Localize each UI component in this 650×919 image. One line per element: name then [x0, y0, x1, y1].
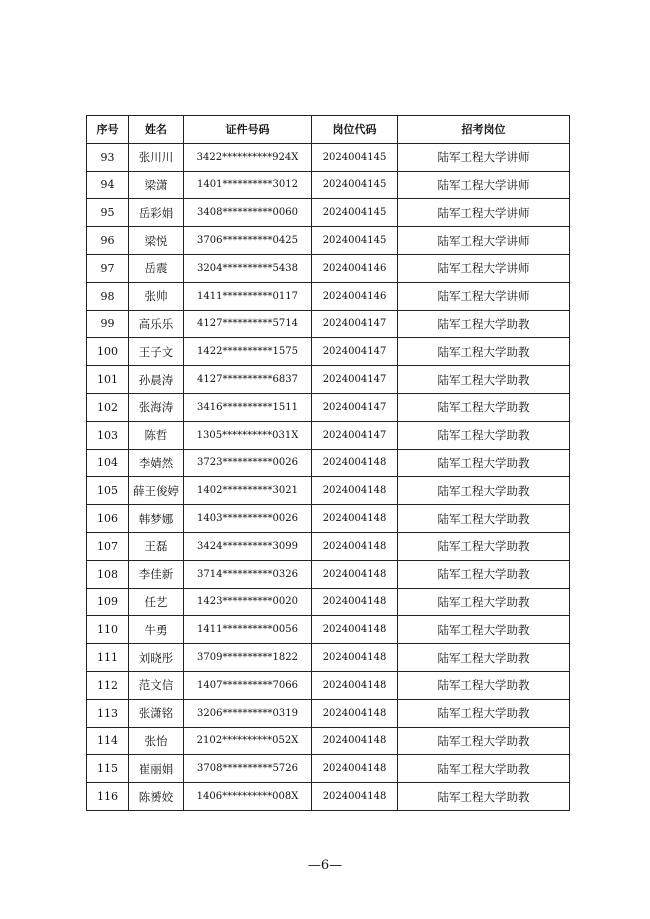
- cell-post-title: 陆军工程大学讲师: [398, 199, 570, 227]
- cell-name: 岳震: [129, 254, 184, 282]
- cell-post-title: 陆军工程大学讲师: [398, 227, 570, 255]
- cell-id-number: 3714**********0326: [184, 560, 312, 588]
- cell-post-title: 陆军工程大学助教: [398, 644, 570, 672]
- table-row: [87, 560, 570, 588]
- table-row: [87, 366, 570, 394]
- cell-post-code: 2024004147: [312, 421, 398, 449]
- page-number: —6—: [307, 858, 343, 873]
- cell-post-code: 2024004148: [312, 727, 398, 755]
- table-body: [87, 143, 570, 810]
- table-row: [87, 338, 570, 366]
- cell-name: 张怡: [129, 727, 184, 755]
- cell-id-number: 1411**********0117: [184, 282, 312, 310]
- cell-post-title: 陆军工程大学助教: [398, 366, 570, 394]
- cell-post-code: 2024004147: [312, 338, 398, 366]
- header-id-number: 证件号码: [184, 116, 312, 144]
- header-name: 姓名: [129, 116, 184, 144]
- cell-post-code: 2024004147: [312, 393, 398, 421]
- cell-post-code: 2024004148: [312, 560, 398, 588]
- cell-post-title: 陆军工程大学助教: [398, 588, 570, 616]
- cell-serial: 114: [87, 727, 129, 755]
- cell-post-title: 陆军工程大学助教: [398, 393, 570, 421]
- cell-id-number: 1422**********1575: [184, 338, 312, 366]
- cell-name: 刘晓彤: [129, 644, 184, 672]
- cell-name: 张潇铭: [129, 699, 184, 727]
- cell-serial: 105: [87, 477, 129, 505]
- table-header: [87, 116, 570, 144]
- cell-id-number: 3206**********0319: [184, 699, 312, 727]
- cell-post-code: 2024004148: [312, 755, 398, 783]
- cell-serial: 102: [87, 393, 129, 421]
- cell-serial: 104: [87, 449, 129, 477]
- table-row: [87, 727, 570, 755]
- cell-id-number: 3708**********5726: [184, 755, 312, 783]
- cell-name: 李佳新: [129, 560, 184, 588]
- cell-post-title: 陆军工程大学助教: [398, 783, 570, 811]
- cell-serial: 94: [87, 171, 129, 199]
- cell-id-number: 1402**********3021: [184, 477, 312, 505]
- cell-post-title: 陆军工程大学助教: [398, 616, 570, 644]
- cell-name: 薛王俊婷: [129, 477, 184, 505]
- cell-post-title: 陆军工程大学助教: [398, 755, 570, 783]
- cell-post-title: 陆军工程大学助教: [398, 560, 570, 588]
- cell-name: 牛勇: [129, 616, 184, 644]
- cell-name: 高乐乐: [129, 310, 184, 338]
- cell-post-title: 陆军工程大学讲师: [398, 171, 570, 199]
- cell-post-code: 2024004148: [312, 783, 398, 811]
- table-row: [87, 644, 570, 672]
- cell-post-code: 2024004148: [312, 644, 398, 672]
- table-row: [87, 449, 570, 477]
- table-row: [87, 227, 570, 255]
- cell-id-number: 2102**********052X: [184, 727, 312, 755]
- cell-name: 王磊: [129, 532, 184, 560]
- cell-id-number: 3723**********0026: [184, 449, 312, 477]
- cell-post-title: 陆军工程大学助教: [398, 338, 570, 366]
- cell-serial: 108: [87, 560, 129, 588]
- cell-name: 岳彩娟: [129, 199, 184, 227]
- cell-post-title: 陆军工程大学助教: [398, 671, 570, 699]
- cell-serial: 106: [87, 505, 129, 533]
- cell-name: 任艺: [129, 588, 184, 616]
- cell-id-number: 1407**********7066: [184, 671, 312, 699]
- cell-post-title: 陆军工程大学助教: [398, 727, 570, 755]
- cell-serial: 93: [87, 143, 129, 171]
- cell-post-code: 2024004148: [312, 699, 398, 727]
- cell-name: 李婧然: [129, 449, 184, 477]
- cell-serial: 110: [87, 616, 129, 644]
- header-serial: 序号: [87, 116, 129, 144]
- cell-name: 韩梦娜: [129, 505, 184, 533]
- table-row: [87, 282, 570, 310]
- cell-post-title: 陆军工程大学讲师: [398, 254, 570, 282]
- cell-post-title: 陆军工程大学讲师: [398, 143, 570, 171]
- table-row: [87, 532, 570, 560]
- cell-serial: 96: [87, 227, 129, 255]
- cell-post-title: 陆军工程大学助教: [398, 477, 570, 505]
- cell-post-title: 陆军工程大学助教: [398, 532, 570, 560]
- cell-post-title: 陆军工程大学助教: [398, 310, 570, 338]
- table-row: [87, 143, 570, 171]
- cell-serial: 100: [87, 338, 129, 366]
- cell-name: 崔丽娟: [129, 755, 184, 783]
- cell-id-number: 4127**********6837: [184, 366, 312, 394]
- table-row: [87, 310, 570, 338]
- cell-post-title: 陆军工程大学助教: [398, 505, 570, 533]
- cell-serial: 97: [87, 254, 129, 282]
- cell-id-number: 1403**********0026: [184, 505, 312, 533]
- cell-post-title: 陆军工程大学助教: [398, 699, 570, 727]
- cell-post-code: 2024004148: [312, 671, 398, 699]
- cell-name: 张帅: [129, 282, 184, 310]
- cell-serial: 98: [87, 282, 129, 310]
- cell-name: 孙晨涛: [129, 366, 184, 394]
- cell-post-code: 2024004148: [312, 449, 398, 477]
- cell-id-number: 3424**********3099: [184, 532, 312, 560]
- table-row: [87, 254, 570, 282]
- cell-name: 范文信: [129, 671, 184, 699]
- cell-post-code: 2024004148: [312, 616, 398, 644]
- cell-id-number: 3408**********0060: [184, 199, 312, 227]
- table-row: [87, 616, 570, 644]
- header-post-code: 岗位代码: [312, 116, 398, 144]
- table-row: [87, 671, 570, 699]
- cell-post-title: 陆军工程大学助教: [398, 449, 570, 477]
- cell-serial: 103: [87, 421, 129, 449]
- cell-id-number: 3706**********0425: [184, 227, 312, 255]
- table-row: [87, 171, 570, 199]
- table-row: [87, 505, 570, 533]
- cell-serial: 113: [87, 699, 129, 727]
- cell-name: 张川川: [129, 143, 184, 171]
- cell-post-title: 陆军工程大学助教: [398, 421, 570, 449]
- header-post-title: 招考岗位: [398, 116, 570, 144]
- table-row: [87, 421, 570, 449]
- table-row: [87, 699, 570, 727]
- cell-name: 陈哲: [129, 421, 184, 449]
- cell-serial: 99: [87, 310, 129, 338]
- table-row: [87, 393, 570, 421]
- table-row: [87, 588, 570, 616]
- cell-id-number: 1411**********0056: [184, 616, 312, 644]
- cell-post-code: 2024004145: [312, 199, 398, 227]
- cell-post-code: 2024004145: [312, 143, 398, 171]
- cell-post-code: 2024004147: [312, 310, 398, 338]
- table-row: [87, 477, 570, 505]
- cell-serial: 116: [87, 783, 129, 811]
- cell-id-number: 4127**********5714: [184, 310, 312, 338]
- cell-id-number: 1401**********3012: [184, 171, 312, 199]
- cell-name: 王子文: [129, 338, 184, 366]
- cell-id-number: 1406**********008X: [184, 783, 312, 811]
- table-row: [87, 755, 570, 783]
- cell-post-code: 2024004145: [312, 227, 398, 255]
- cell-name: 梁悦: [129, 227, 184, 255]
- header-row: [87, 116, 570, 144]
- cell-id-number: 3709**********1822: [184, 644, 312, 672]
- cell-serial: 101: [87, 366, 129, 394]
- cell-serial: 115: [87, 755, 129, 783]
- cell-post-code: 2024004146: [312, 282, 398, 310]
- cell-post-code: 2024004145: [312, 171, 398, 199]
- table-row: [87, 199, 570, 227]
- candidate-table: [86, 115, 570, 811]
- cell-post-code: 2024004147: [312, 366, 398, 394]
- cell-post-title: 陆军工程大学讲师: [398, 282, 570, 310]
- cell-id-number: 3416**********1511: [184, 393, 312, 421]
- cell-post-code: 2024004148: [312, 532, 398, 560]
- cell-id-number: 1423**********0020: [184, 588, 312, 616]
- cell-name: 张海涛: [129, 393, 184, 421]
- table-row: [87, 783, 570, 811]
- cell-serial: 107: [87, 532, 129, 560]
- cell-serial: 111: [87, 644, 129, 672]
- cell-serial: 95: [87, 199, 129, 227]
- cell-name: 陈赟姣: [129, 783, 184, 811]
- cell-name: 梁潇: [129, 171, 184, 199]
- cell-post-code: 2024004146: [312, 254, 398, 282]
- cell-post-code: 2024004148: [312, 477, 398, 505]
- cell-serial: 109: [87, 588, 129, 616]
- cell-post-code: 2024004148: [312, 505, 398, 533]
- cell-serial: 112: [87, 671, 129, 699]
- cell-id-number: 3204**********5438: [184, 254, 312, 282]
- cell-id-number: 1305**********031X: [184, 421, 312, 449]
- cell-post-code: 2024004148: [312, 588, 398, 616]
- cell-id-number: 3422**********924X: [184, 143, 312, 171]
